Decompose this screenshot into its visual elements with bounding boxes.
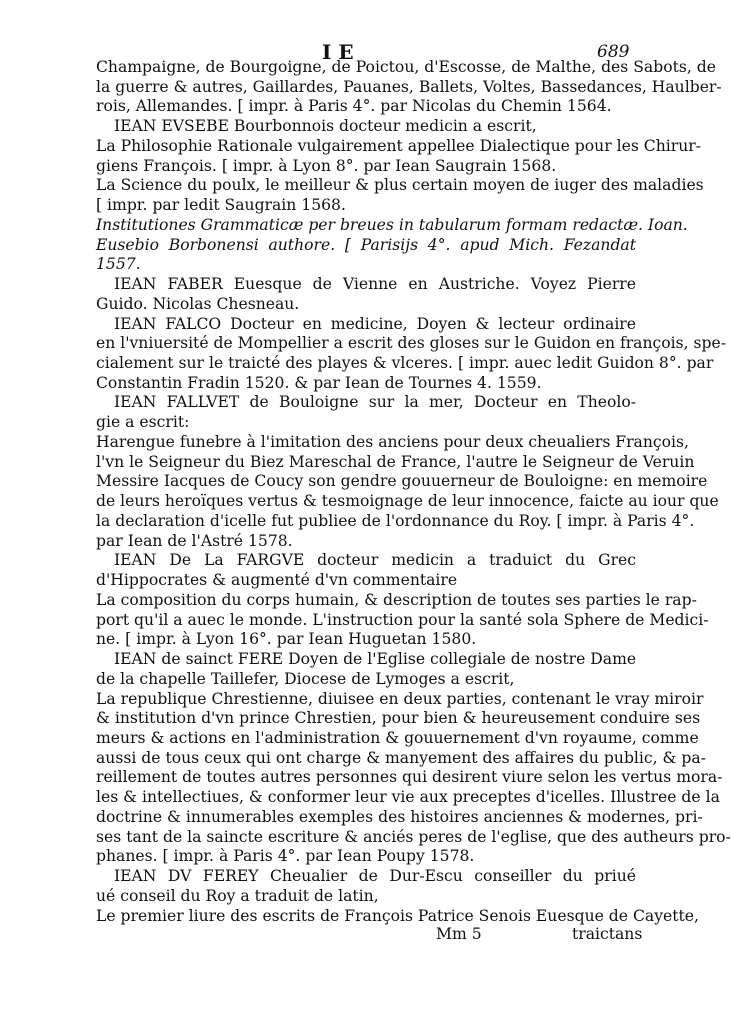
entry-heading-jean-de-sainct-fere: IEAN de sainct FERE Doyen de l'Eglise collegiale de nostre Dame — [114, 650, 637, 669]
text-line: l'vn le Seigneur du Biez Mareschal de France, l'autre le Seigneur de Veruin — [96, 452, 695, 471]
running-signature: I E — [322, 40, 354, 64]
text-line: en l'vniuersité de Mompellier a escrit des gloses sur le Guidon en françois, spe- — [96, 334, 727, 353]
text-line: reillement de toutes autres personnes qui desirent viure selon les vertus mora- — [96, 768, 723, 787]
text-line: la declaration d'icelle fut publiee de l'ordonnance du Roy. [ impr. à Paris 4°. — [96, 511, 695, 530]
text-line: La Science du poulx, le meilleur & plus certain moyen de iuger des maladies — [96, 176, 704, 195]
text-line: La composition du corps humain, & description de toutes ses parties le rap- — [96, 590, 697, 609]
text-line: ses tant de la saincte escriture & anciés peres de l'eglise, que des autheurs pro- — [96, 827, 731, 846]
text-line: port qu'il a auec le monde. L'instruction pour la santé sola Sphere de Medici- — [96, 610, 709, 629]
text-line: d'Hippocrates & augmenté d'vn commentaire — [96, 571, 458, 590]
page-number: 689 — [597, 42, 630, 62]
text-line: gie a escrit: — [96, 413, 190, 432]
text-line: & institution d'vn prince Chrestien, pour bien & heureusement conduire ses — [96, 709, 701, 728]
entry-heading-jean-fallvet: IEAN FALLVET de Bouloigne sur la mer, Docteur en Theolo- — [114, 393, 636, 412]
entry-heading-jean-falco: IEAN FALCO Docteur en medicine, Doyen & lecteur ordinaire — [114, 314, 636, 333]
text-line: Champaigne, de Bourgoigne, de Poictou, d'Escosse, de Malthe, des Sabots, de — [96, 58, 716, 76]
entry-heading-jean-du-ferey: IEAN DV FEREY Cheualier de Dur-Escu conseiller du priué — [114, 867, 636, 886]
italic-title-line: Institutiones Grammaticæ per breues in tabularum formam redactæ. Ioan. — [96, 215, 688, 234]
text-line: Constantin Fradin 1520. & par Iean de Tournes 4. 1559. — [96, 373, 542, 392]
text-line: les & intellectiues, & conformer leur vie aux preceptes d'icelles. Illustree de la — [96, 788, 720, 807]
text-line: aussi de tous ceux qui ont charge & manyement des affaires du public, & pa- — [96, 748, 706, 767]
entry-heading-jean-eusebe: IEAN EVSEBE Bourbonnois docteur medicin a escrit, — [114, 117, 537, 136]
text-line: meurs & actions en l'administration & gouuernement d'vn royaume, comme — [96, 728, 699, 747]
text-line: giens François. [ impr. à Lyon 8°. par Iean Saugrain 1568. — [96, 156, 557, 175]
entry-heading-jean-faber: IEAN FABER Euesque de Vienne en Austriche. Voyez Pierre — [114, 275, 636, 294]
text-line: de leurs heroïques vertus & tesmoignage de leur innocence, faicte au iour que — [96, 492, 719, 511]
catchword: traictans — [572, 925, 643, 943]
text-line: ne. [ impr. à Lyon 16°. par Iean Huguetan 1580. — [96, 630, 477, 649]
page-footer — [0, 925, 696, 947]
signature-mark: Mm 5 — [436, 925, 482, 943]
italic-title-line: 1557. — [96, 255, 141, 274]
text-line: Messire Iacques de Coucy son gendre gouuerneur de Bouloigne: en memoire — [96, 472, 708, 491]
text-line: Harengue funebre à l'imitation des anciens pour deux cheualiers François, — [96, 432, 689, 451]
text-line: doctrine & innumerables exemples des histoires anciennes & modernes, pri- — [96, 807, 703, 826]
text-line: Le premier liure des escrits de François Patrice Senois Euesque de Cayette, — [96, 906, 699, 925]
text-line: ué conseil du Roy a traduit de latin, — [96, 886, 379, 905]
text-line: rois, Allemandes. [ impr. à Paris 4°. par Nicolas du Chemin 1564. — [96, 97, 612, 116]
text-line: cialement sur le traicté des playes & vlceres. [ impr. auec ledit Guidon 8°. par — [96, 354, 714, 373]
text-line: par Iean de l'Astré 1578. — [96, 531, 293, 550]
text-line: la guerre & autres, Gaillardes, Pauanes, Ballets, Voltes, Bassedances, Haulber- — [96, 77, 722, 96]
text-line: de la chapelle Taillefer, Diocese de Lymoges a escrit, — [96, 669, 515, 688]
text-body — [96, 58, 731, 926]
text-line: phanes. [ impr. à Paris 4°. par Iean Poupy 1578. — [96, 847, 475, 866]
text-line: [ impr. par ledit Saugrain 1568. — [96, 196, 346, 215]
text-line: La republique Chrestienne, diuisee en deux parties, contenant le vray miroir — [96, 689, 704, 708]
entry-heading-jean-de-la-fargve: IEAN De La FARGVE docteur medicin a traduict du Grec — [114, 551, 636, 570]
italic-title-line: Eusebio Borbonensi authore. [ Parisijs 4°. apud Mich. Fezandat — [96, 235, 636, 254]
text-line: Guido. Nicolas Chesneau. — [96, 294, 300, 313]
text-line: La Philosophie Rationale vulgairement appellee Dialectique pour les Chirur- — [96, 136, 701, 155]
